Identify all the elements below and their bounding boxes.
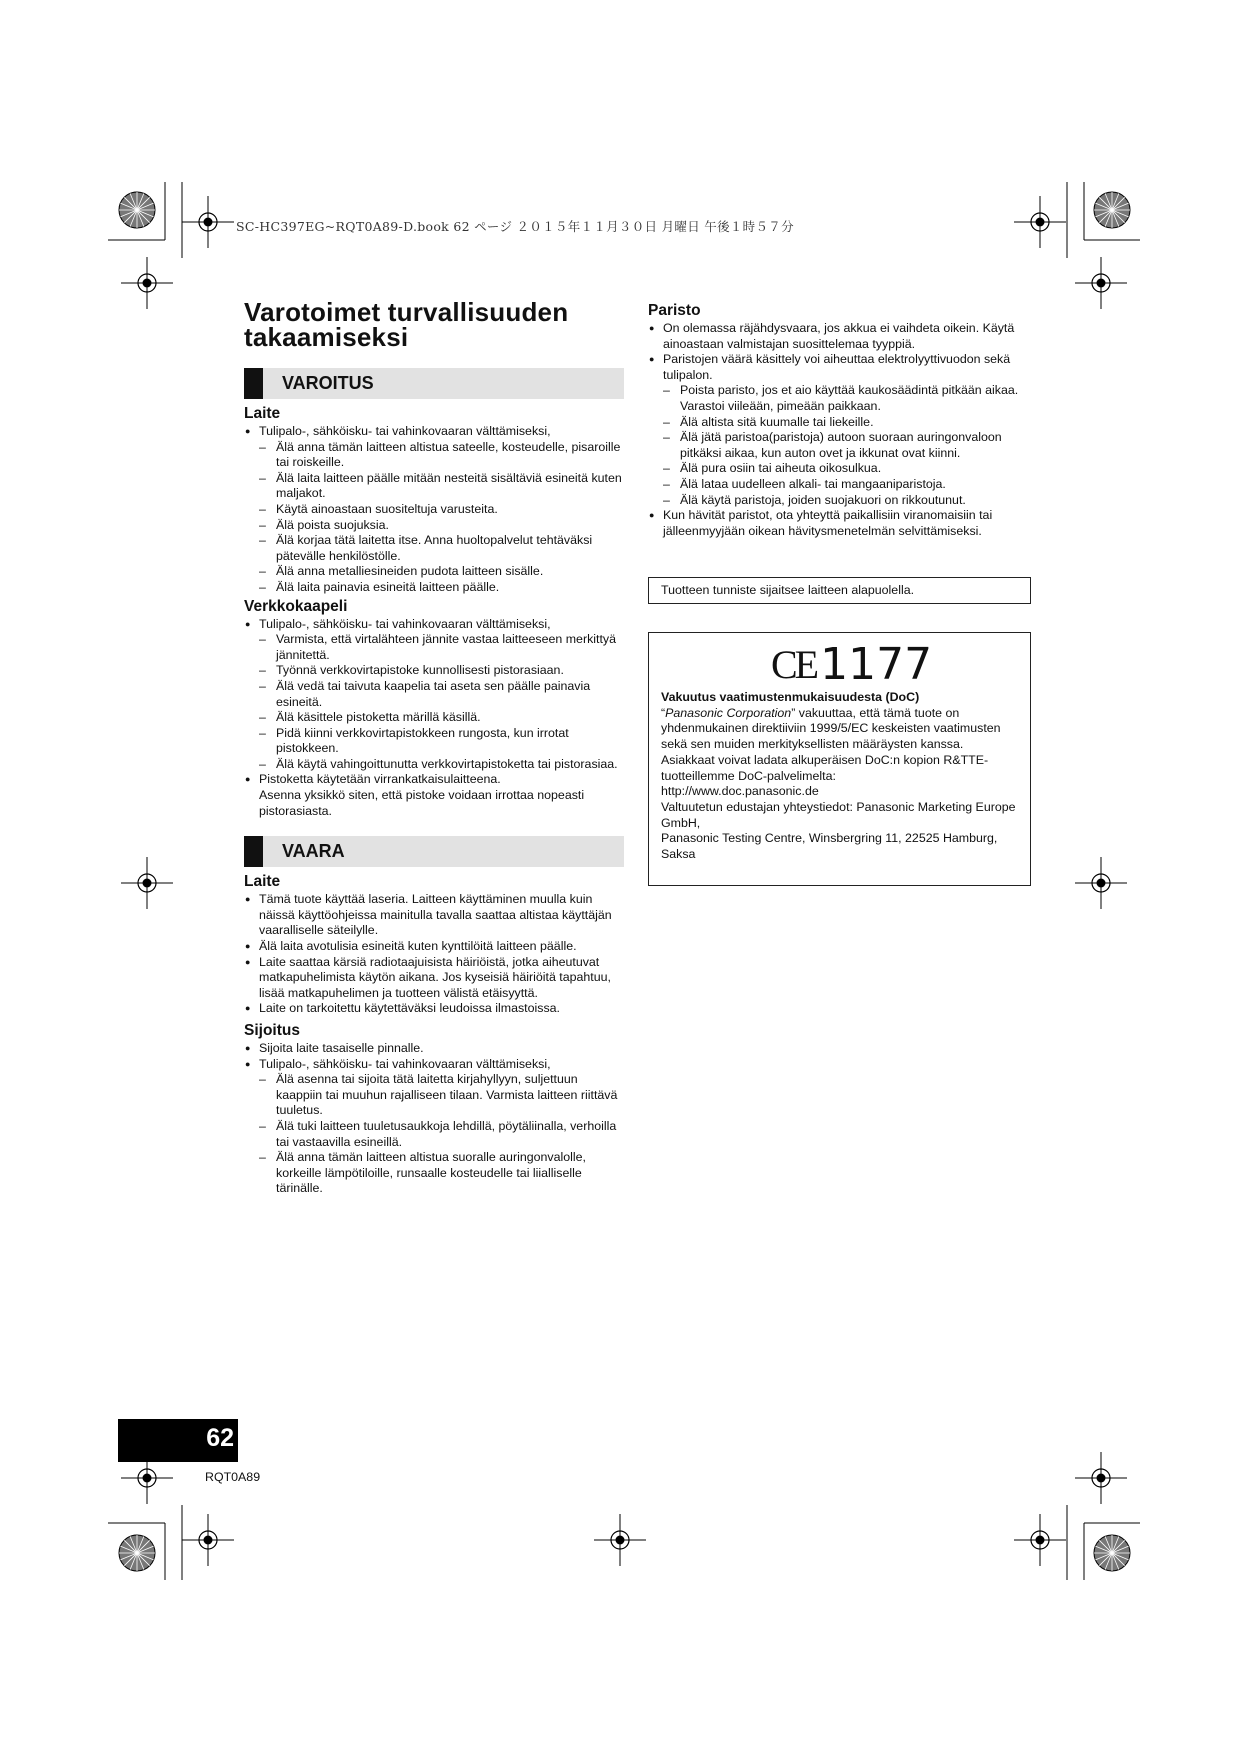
list-item: – Älä käytä vahingoittunutta verkkovirtapistoketta tai pistorasiaa. [259,757,624,773]
declaration-of-conformity-box [648,632,1031,886]
list-item: – Älä käytä paristoja, joiden suojakuori on rikkoutunut. [663,493,1030,509]
list-item: – Älä tuki laitteen tuuletusaukkoja lehdillä, pöytäliinalla, verhoilla tai vastaavilla esineillä. [259,1119,624,1150]
print-header-line: SC-HC397EG~RQT0A89-D.book 62 ページ ２０１５年１１月３０日 月曜日 午後１時５７分 [236,219,794,234]
doc-intro: “Panasonic Corporation” vakuuttaa, että tämä tuote on yhdenmukainen direktiiviin 1999/5/EC keskeisten vaatimusten sekä sen muiden merkityksellisten määräysten kanssa. [661,705,1001,752]
list-item: – Älä anna tämän laitteen altistua suoralle auringonvalolle, korkeille lämpötiloille, runsaalle kosteudelle tai liialliselle tärinälle. [259,1150,624,1197]
list-item: – Poista paristo, jos et aio käyttää kaukosäädintä pitkään aikaa. Varastoi viileään, pimeään paikkaan. [663,383,1030,414]
list-item: ● Tulipalo-, sähköisku- tai vahinkovaaran välttämiseksi, – Varmista, että virtalähteen jännite vastaa laitteeseen merkittyä jännitettä. – Työnnä verkkovirtapistoke kunnollisesti pistorasiaan. – Älä vedä tai taivuta kaapelia tai aseta sen päälle painavia esineitä. – Älä käsittele pistoketta märillä käsillä. – Pidä kiinni verkkovirtapistokkeen rungosta, kun irrotat pistokkeen. – Älä käytä vahingoittunutta verkkovirtapistoketta tai pistorasiaa. [244,617,624,773]
list-item: – Älä korjaa tätä laitetta itse. Anna huoltopalvelut tehtäväksi pätevälle henkilöstölle. [259,533,624,564]
product-id-notice: Tuotteen tunniste sijaitsee laitteen alapuolella. [661,583,915,597]
list-item: – Älä laita laitteen päälle mitään nesteitä sisältäviä esineitä kuten maljakot. [259,471,624,502]
section-label-vaara: VAARA [282,841,345,862]
list-item: – Älä anna metalliesineiden pudota laitteen sisälle. [259,564,624,580]
list-item: – Työnnä verkkovirtapistoke kunnollisesti pistorasiaan. [259,663,624,679]
subheading-verkkokaapeli: Verkkokaapeli [244,597,348,615]
list-item: – Älä anna tämän laitteen altistua sateelle, kosteudelle, pisaroille tai roiskeille. [259,440,624,471]
doc-url: http://www.doc.panasonic.de [661,784,819,799]
product-id-notice-box [648,577,1031,604]
list-item: ● Tulipalo-, sähköisku- tai vahinkovaaran välttämiseksi, – Älä anna tämän laitteen altistua sateelle, kosteudelle, pisaroille tai roiskeille. – Älä laita laitteen päälle mitään nesteitä sisältäviä esineitä kuten maljakot. – Käytä ainoastaan suositeltuja varusteita. – Älä poista suojuksia. – Älä korjaa tätä laitetta itse. Anna huoltopalvelut tehtäväksi pätevälle henkilöstölle. – Älä anna metalliesineiden pudota laitteen sisälle. – Älä laita painavia esineitä laitteen päälle. [244,424,624,596]
page-number-tab [118,1419,238,1462]
section-marker [244,368,263,399]
dash-list [259,440,624,596]
ce-symbol: CE [771,641,817,687]
list-item: – Älä lataa uudelleen alkali- tai mangaaniparistoja. [663,477,1030,493]
doc-text [661,690,1021,863]
model-code: RQT0A89 [205,1470,261,1484]
right-column [648,300,1030,539]
paristo-list [648,321,1030,539]
subheading-sijoitus: Sijoitus [244,1022,300,1039]
subheading-paristo: Paristo [648,302,701,319]
laite-vaara-list [244,892,624,1017]
list-item: – Älä asenna tai sijoita tätä laitetta kirjahyllyyn, suljettuun kaappiin tai muuhun rajalliseen tilaan. Varmista laitteen riittävä tuuletus. [259,1072,624,1119]
list-item: ● Sijoita laite tasaiselle pinnalle. [244,1041,624,1057]
verkkokaapeli-list [244,617,624,820]
notified-body-number: 1177 [820,638,933,690]
section-marker [244,836,263,867]
list-item: – Käytä ainoastaan suositeltuja varusteita. [259,502,624,518]
dash-list [259,1072,624,1197]
ce-mark-logo [771,637,932,691]
doc-representative: Valtuutetun edustajan yhteystiedot: Panasonic Marketing Europe GmbH, [661,799,1016,830]
doc-address: Panasonic Testing Centre, Winsbergring 11, 22525 Hamburg, Saksa [661,831,998,862]
list-item: ● Kun hävität paristot, ota yhteyttä paikallisiin viranomaisiin tai jälleenmyyjään oikean hävitysmenetelmän selvittämiseksi. [648,508,1030,539]
dash-list [663,383,1030,508]
title-line-1: Varotoimet turvallisuuden [244,297,569,327]
list-item: – Älä pura osiin tai aiheuta oikosulkua. [663,461,1030,477]
list-item: – Pidä kiinni verkkovirtapistokkeen rungosta, kun irrotat pistokkeen. [259,726,624,757]
doc-download-text: Asiakkaat voivat ladata alkuperäisen DoC:n kopion R&TTE-tuotteillemme DoC-palvelimelta: [661,752,989,783]
list-item: – Varmista, että virtalähteen jännite vastaa laitteeseen merkittyä jännitettä. [259,632,624,663]
list-item: ● Laite saattaa kärsiä radiotaajuisista häiriöistä, jotka aiheutuvat matkapuhelimista käytön aikana. Jos kyseisiä häiriöitä tapahtuu, lisää matkapuhelimen ja tuotteen välistä etäisyyttä. [244,955,624,1002]
section-label-varoitus: VAROITUS [282,373,374,393]
section-bar-varoitus [244,368,624,399]
list-item: – Älä vedä tai taivuta kaapelia tai aseta sen päälle painavia esineitä. [259,679,624,710]
list-item: – Älä poista suojuksia. [259,518,624,534]
list-item: ● Pistoketta käytetään virrankatkaisulaitteena. Asenna yksikkö siten, että pistoke voidaan irrottaa nopeasti pistorasiasta. [244,772,624,819]
page-number: 62 [206,1424,234,1452]
company-name: Panasonic Corporation [665,705,792,720]
list-item: ● Älä laita avotulisia esineitä kuten kynttilöitä laitteen päälle. [244,939,624,955]
subheading-laite: Laite [244,405,281,422]
list-item: ● Tulipalo-, sähköisku- tai vahinkovaaran välttämiseksi, – Älä asenna tai sijoita tätä laitetta kirjahyllyyn, suljettuun kaappiin tai muuhun rajalliseen tilaan. Varmista laitteen riittävä tuuletus. – Älä tuki laitteen tuuletusaukkoja lehdillä, pöytäliinalla, verhoilla tai vastaavilla esineillä. – Älä anna tämän laitteen altistua suoralle auringonvalolle, korkeille lämpötiloille, runsaalle kosteudelle tai liialliselle tärinälle. [244,1057,624,1197]
page-title [244,297,624,352]
subheading-laite: Laite [244,873,281,891]
laite-list [244,424,624,596]
section-bar-vaara [244,836,624,867]
dash-list [259,632,624,772]
sijoitus-list [244,1041,624,1197]
list-item: ● Laite on tarkoitettu käytettäväksi leudoissa ilmastoissa. [244,1001,624,1017]
list-item: ● Paristojen väärä käsittely voi aiheuttaa elektrolyyttivuodon sekä tulipalon. – Poista paristo, jos et aio käyttää kaukosäädintä pitkään aikaa. Varastoi viileään, pimeään paikkaan. – Älä altista sitä kuumalle tai liekeille. – Älä jätä paristoa(paristoja) autoon suoraan auringonvaloon pitkäksi aikaa, kun auton ovet ja ikkunat ovat kiinni. – Älä pura osiin tai aiheuta oikosulkua. – Älä lataa uudelleen alkali- tai mangaaniparistoja. – Älä käytä paristoja, joiden suojakuori on rikkoutunut. [648,352,1030,508]
doc-heading: Vakuutus vaatimustenmukaisuudesta (DoC) [661,690,920,704]
list-item: ● Tämä tuote käyttää laseria. Laitteen käyttäminen muulla kuin näissä käyttöohjeissa mainitulla tavalla saattaa altistaa käyttäjän vaaralliselle säteilylle. [244,892,624,939]
list-item: – Älä laita painavia esineitä laitteen päälle. [259,580,624,596]
title-line-2: takaamiseksi [244,322,409,352]
list-item: – Älä käsittele pistoketta märillä käsillä. [259,710,624,726]
list-item: – Älä altista sitä kuumalle tai liekeille. [663,415,1030,431]
list-item: ● On olemassa räjähdysvaara, jos akkua ei vaihdeta oikein. Käytä ainoastaan valmistajan suosittelemaa tyyppiä. [648,321,1030,352]
list-item: – Älä jätä paristoa(paristoja) autoon suoraan auringonvaloon pitkäksi aikaa, kun auton ovet ja ikkunat ovat kiinni. [663,430,1030,461]
left-column [244,297,624,1197]
